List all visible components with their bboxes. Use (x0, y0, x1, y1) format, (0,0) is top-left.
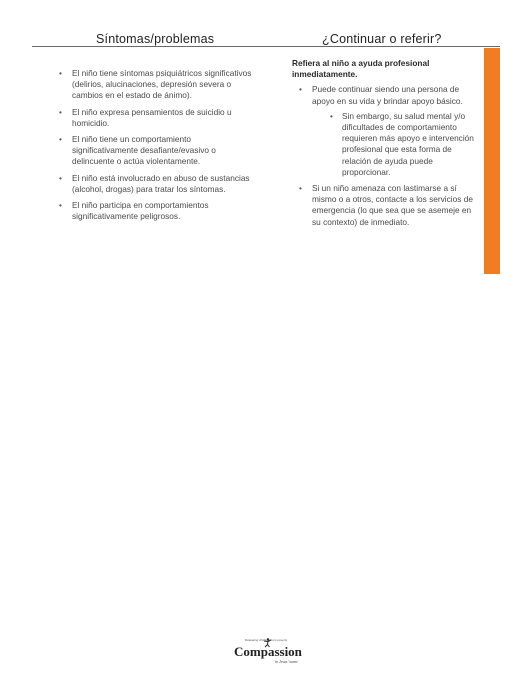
accent-side-bar (484, 48, 500, 274)
recommendation-list (292, 84, 474, 227)
list-item (292, 183, 474, 228)
logo-subtitle: in Jesus' name (274, 659, 298, 664)
sub-list-item-text: Sin embargo, su salud mental y/o dificultades de comportamiento requieren más apoyo e intervención profesional que esta forma de relación de ayuda puede proporcionar. (342, 110, 474, 177)
list-item-text: El niño está involucrado en abuso de sustancias (alcohol, drogas) para tratar los síntomas. (72, 172, 250, 194)
list-item-text: El niño participa en comportamientos significativamente peligrosos. (72, 200, 209, 222)
list-item-text: El niño tiene síntomas psiquiátricos significativos (delirios, alucinaciones, depresión severa o cambios en el estado de ánimo). (72, 68, 252, 101)
compassion-logo (234, 638, 302, 668)
list-item-text: Puede continuar siendo una persona de apoyo en su vida y brindar apoyo básico. (312, 84, 463, 106)
list-item (292, 84, 474, 178)
list-item (52, 173, 258, 195)
referral-lead: Refiera al niño a ayuda profesional inmediatamente. (292, 58, 430, 80)
list-item-text: El niño tiene un comportamiento significativamente desafiante/evasivo o delincuente o actúa violentamente. (72, 134, 216, 167)
list-item-text: El niño expresa pensamientos de suicidio u homicidio. (72, 106, 232, 128)
symptoms-list (52, 68, 258, 222)
sub-list (324, 111, 474, 178)
list-item-text: Si un niño amenaza con lastimarse a sí mismo o a otros, contacte a los servicios de emergencia (lo que sea que se asemeje en su contexto) de inmediato. (312, 183, 473, 227)
logo-name: Compassion (234, 644, 302, 659)
header-divider (32, 46, 500, 47)
recommendation-column (292, 58, 474, 233)
list-item (52, 200, 258, 222)
sub-list-item (324, 111, 474, 178)
header-symptoms: Síntomas/problemas (96, 32, 215, 46)
list-item (52, 134, 258, 168)
list-item (52, 107, 258, 129)
symptoms-column (52, 68, 258, 227)
logo-tagline: Releasing children from poverty (244, 638, 288, 642)
list-item (52, 68, 258, 102)
header-continue-or-refer: ¿Continuar o referir? (322, 32, 442, 46)
